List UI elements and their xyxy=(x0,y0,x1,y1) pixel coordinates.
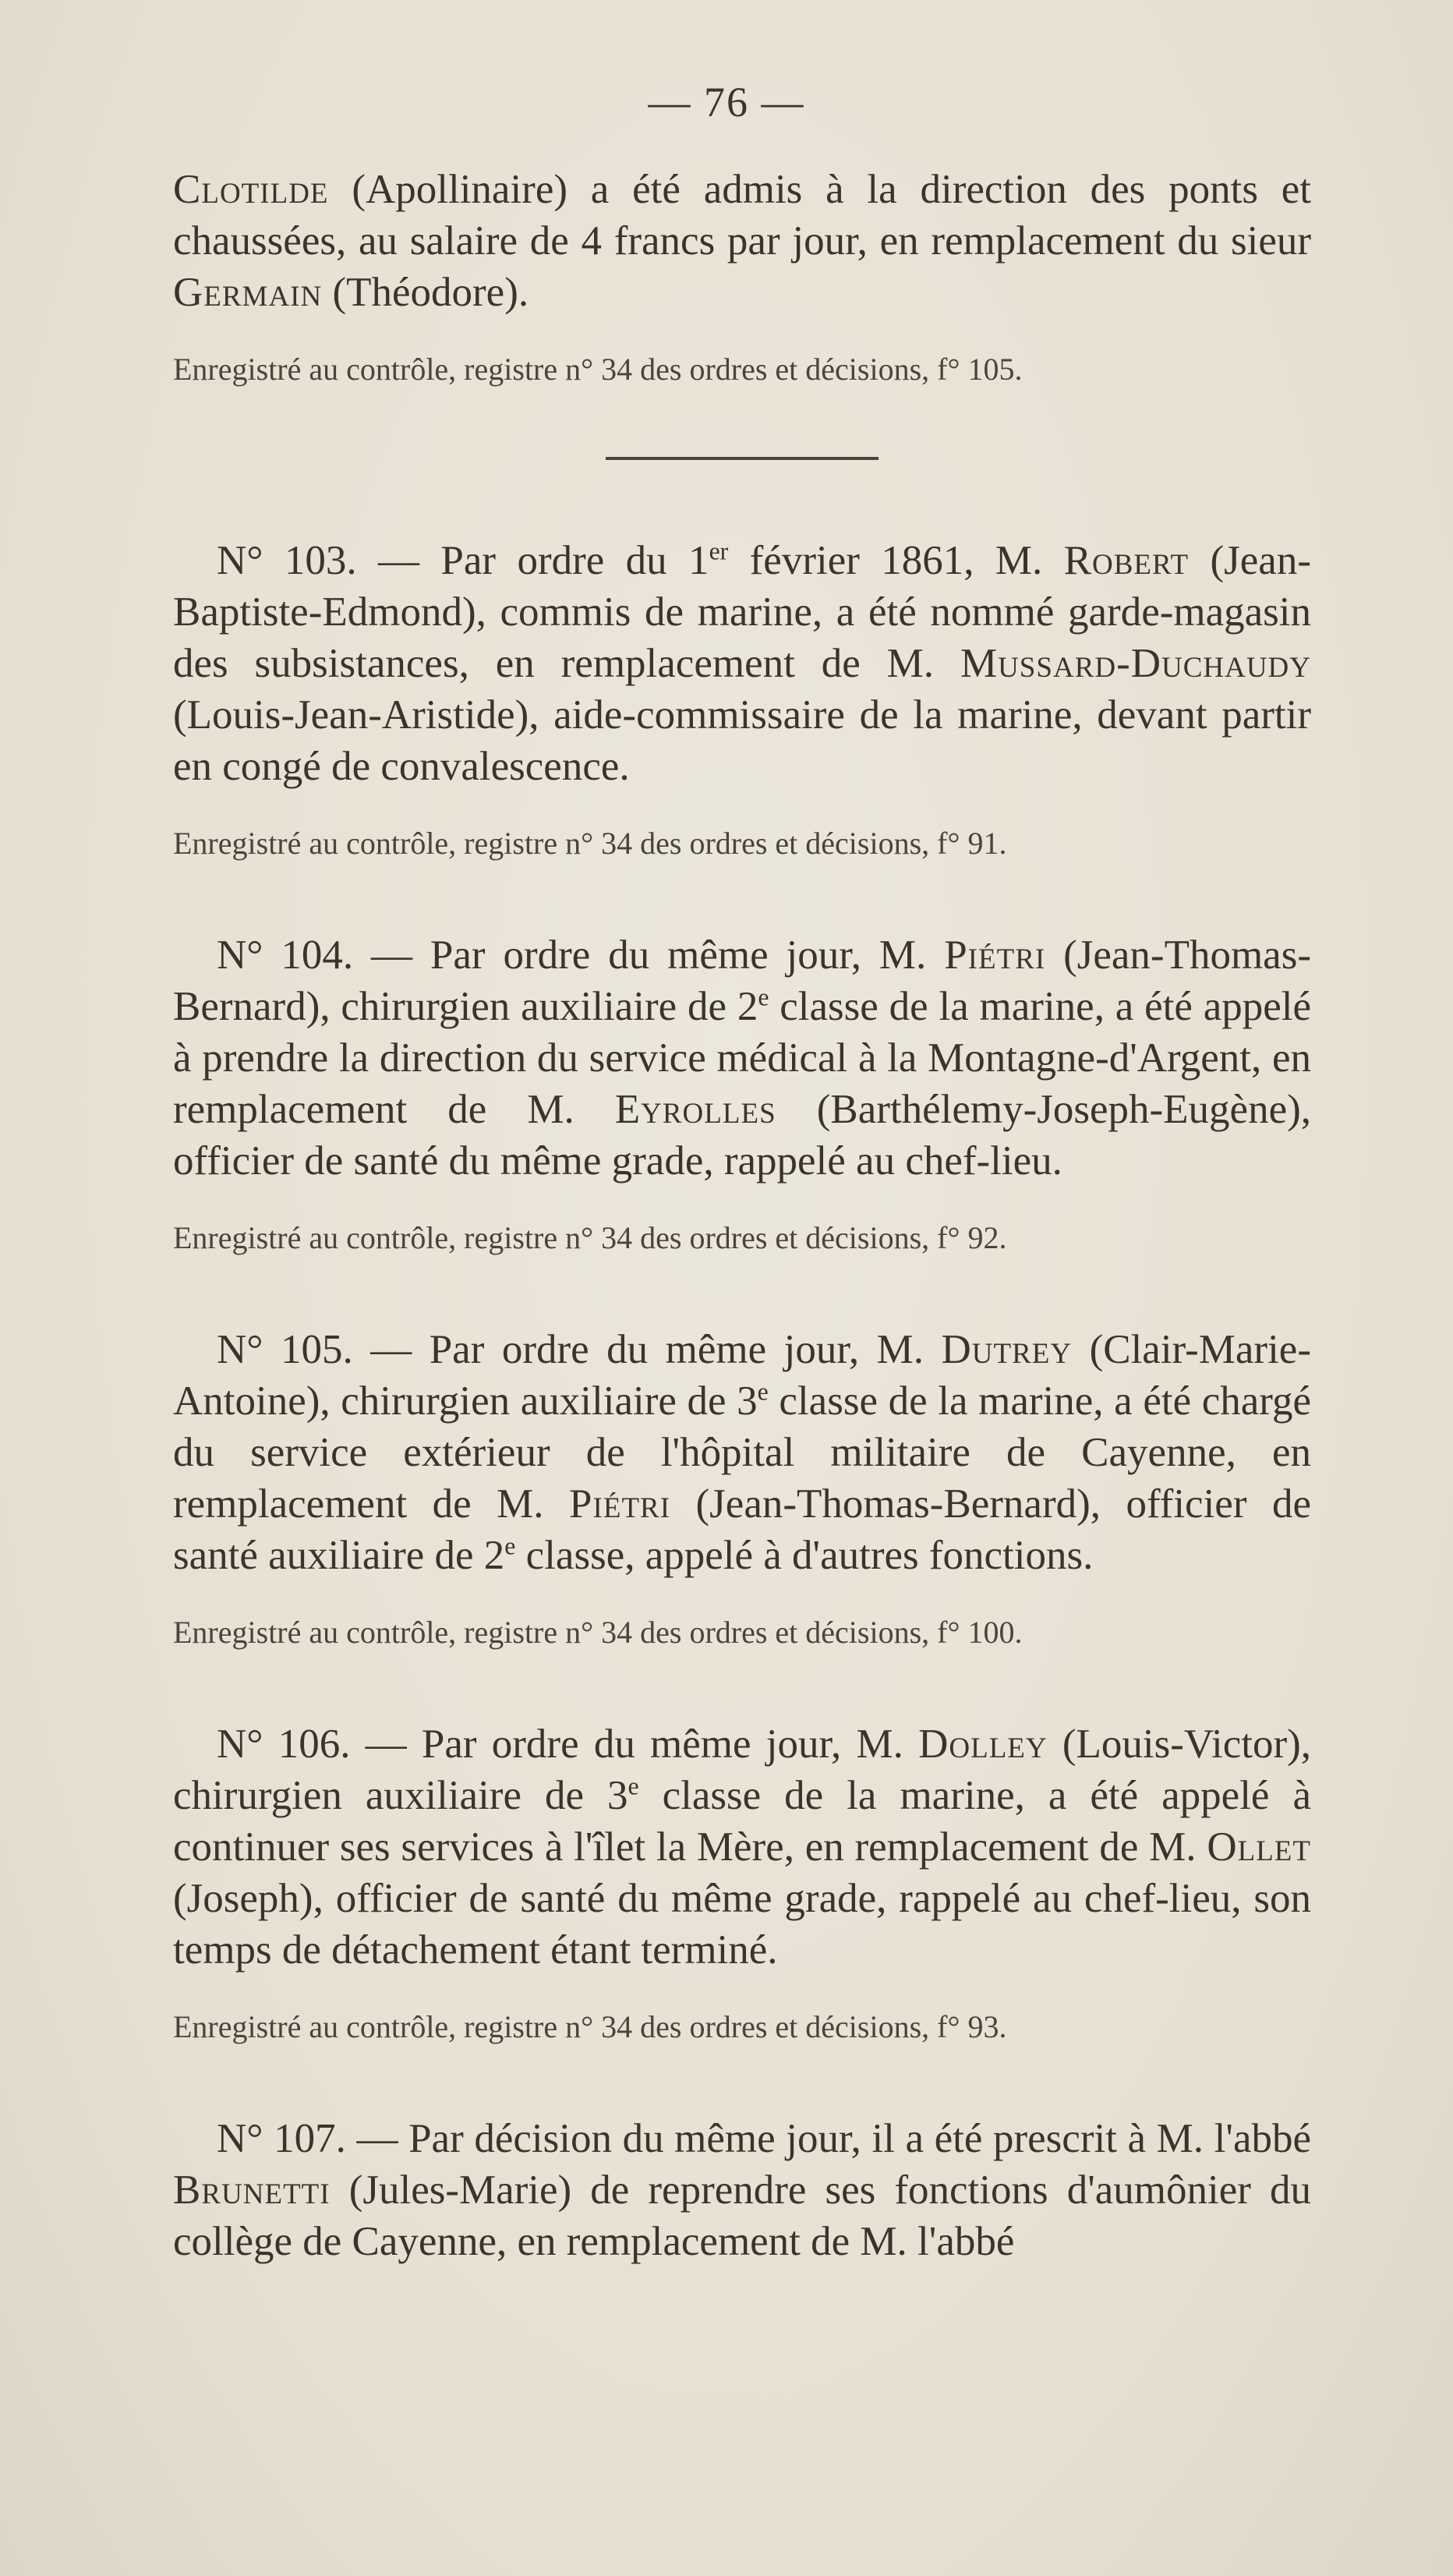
text-segment: (Joseph), officier de santé du même grade, rappelé au chef-lieu, son temps de détachement étant terminé. xyxy=(173,1876,1311,1973)
text-segment: (Jean-Thomas-Bernard), officier de santé auxiliaire de 2 xyxy=(173,1481,1311,1578)
person-name: Eyrolles xyxy=(614,1087,776,1132)
superscript: er xyxy=(709,537,729,565)
registration-note: Enregistré au contrôle, registre n° 34 des ordres et décisions, f° 100. xyxy=(173,1615,1023,1650)
entry-paragraph xyxy=(173,1718,1311,1976)
person-name: Dutrey xyxy=(941,1327,1073,1372)
text-segment: — Par décision du même jour, il a été prescrit à M. l'abbé xyxy=(345,2116,1311,2161)
entry-103 xyxy=(173,535,1311,864)
page-number: — 76 — xyxy=(648,79,805,126)
entry-paragraph xyxy=(173,535,1311,792)
text-segment: février 1861, M. xyxy=(728,538,1064,583)
text-segment: (Apollinaire) a été admis à la direction des ponts et chaussées, au salaire de 4 francs par jour, en remplacement du sieur xyxy=(173,167,1311,264)
entry-number: N° 104. xyxy=(217,932,354,978)
person-name: Robert xyxy=(1063,538,1190,583)
entry-paragraph xyxy=(173,1324,1311,1581)
registration-note: Enregistré au contrôle, registre n° 34 des ordres et décisions, f° 92. xyxy=(173,1220,1007,1255)
person-name: Germain xyxy=(173,270,323,315)
text-segment: (Barthélemy-Joseph-Eugène), officier de santé du même grade, rappelé au chef-lieu. xyxy=(173,1087,1311,1184)
registration-note: Enregistré au contrôle, registre n° 34 des ordres et décisions, f° 93. xyxy=(173,2009,1007,2044)
entry-number: N° 106. xyxy=(217,1721,351,1767)
page-body xyxy=(173,164,1311,2267)
entry-number: N° 107. xyxy=(217,2116,346,2161)
text-segment: (Louis-Jean-Aristide), aide-commissaire de la marine, devant partir en congé de convalescence. xyxy=(173,692,1311,789)
entry-number: N° 105. xyxy=(217,1327,353,1372)
registration-note: Enregistré au contrôle, registre n° 34 des ordres et décisions, f° 105. xyxy=(173,352,1023,387)
person-name: Ollet xyxy=(1207,1824,1311,1870)
text-segment: — Par ordre du 1 xyxy=(356,538,709,583)
text-segment: — Par ordre du même jour, M. xyxy=(353,932,945,978)
person-name: Clotilde xyxy=(173,167,329,212)
text-segment: classe, appelé à d'autres fonctions. xyxy=(515,1533,1094,1578)
text-segment: classe de la marine, a été appelé à continuer ses services à l'îlet la Mère, en remplacement de M. xyxy=(173,1773,1311,1870)
person-name: Brunetti xyxy=(173,2167,331,2213)
entry-paragraph xyxy=(173,929,1311,1187)
text-segment: — Par ordre du même jour, M. xyxy=(352,1327,942,1372)
registration-note: Enregistré au contrôle, registre n° 34 des ordres et décisions, f° 91. xyxy=(173,826,1007,861)
person-name: Piétri xyxy=(944,932,1046,978)
entry-107 xyxy=(173,2113,1311,2267)
text-segment: classe de la marine, a été appelé à prendre la direction du service médical à la Montagne-d'Argent, en remplacement de M. xyxy=(173,984,1311,1132)
entry-105 xyxy=(173,1324,1311,1653)
text-segment: — Par ordre du même jour, M. xyxy=(350,1721,919,1767)
text-segment: (Louis-Victor), chirurgien auxiliaire de 3 xyxy=(173,1721,1311,1818)
text-segment: classe de la marine, a été chargé du service extérieur de l'hôpital militaire de Cayenne, en remplacement de M. xyxy=(173,1378,1312,1527)
superscript: e xyxy=(628,1772,639,1800)
superscript: e xyxy=(757,1378,769,1406)
entry-number: N° 103. xyxy=(217,538,357,583)
entry-paragraph xyxy=(173,2113,1311,2267)
superscript: e xyxy=(758,983,769,1011)
text-segment: (Clair-Marie-Antoine), chirurgien auxiliaire de 3 xyxy=(173,1327,1311,1424)
section-divider xyxy=(606,457,879,460)
text-segment: (Jean-Thomas-Bernard), chirurgien auxiliaire de 2 xyxy=(173,932,1311,1029)
person-name: Mussard-Duchaudy xyxy=(960,641,1311,686)
intro-entry xyxy=(173,164,1311,390)
entry-104 xyxy=(173,929,1311,1258)
text-segment: (Jean-Baptiste-Edmond), commis de marine, a été nommé garde-magasin des subsistances, en remplacement de M. xyxy=(173,538,1311,686)
person-name: Piétri xyxy=(569,1481,671,1527)
text-segment: (Théodore). xyxy=(322,270,529,315)
entry-106 xyxy=(173,1718,1311,2047)
text-segment: (Jules-Marie) de reprendre ses fonctions d'aumônier du collège de Cayenne, en remplacement de M. l'abbé xyxy=(173,2167,1311,2264)
superscript: e xyxy=(504,1532,516,1560)
person-name: Dolley xyxy=(918,1721,1048,1767)
intro-paragraph xyxy=(173,164,1311,318)
